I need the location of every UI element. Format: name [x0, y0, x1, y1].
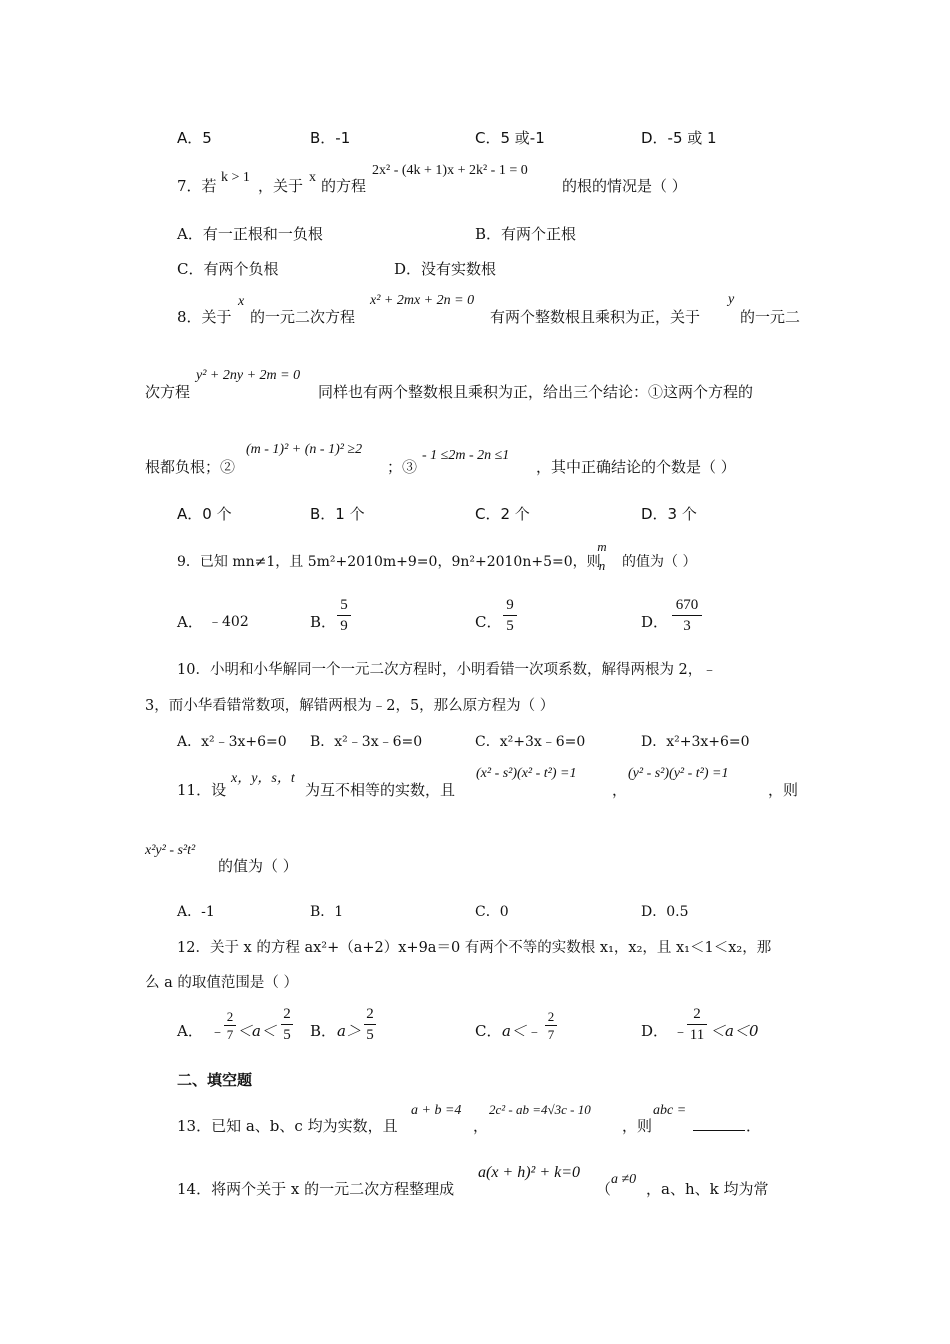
q10-option-a: A．x²﹣3x+6=0 [177, 734, 287, 750]
q7-mid: ，关于 [258, 177, 304, 195]
q8-expression-2: (m - 1)² + (n - 1)² ≥2 [246, 442, 363, 457]
q12-option-a-fraction-2-denominator: 5 [283, 1027, 291, 1043]
q11-text: 为互不相等的实数，且 [305, 781, 456, 799]
q12-option-b-fraction [364, 1005, 376, 1044]
q7-variable: x [309, 170, 316, 185]
q10-option-c: C．x²+3x﹣6=0 [475, 734, 586, 750]
q12-option-b-denominator: 5 [366, 1027, 374, 1043]
q9-suffix: 的值为（ ） [622, 554, 697, 570]
q9-option-b-fraction [337, 596, 351, 635]
q9-option-d-label: D． [641, 613, 669, 631]
q12-option-a-fraction-1-denominator: 7 [226, 1027, 234, 1042]
q8-var-y: y [728, 292, 735, 307]
q11-prefix: 11．设 [177, 781, 227, 799]
q7-suffix: 的根的情况是（ ） [562, 177, 687, 195]
section-fill-in-blank-title: 二、填空题 [177, 1071, 253, 1089]
q7-condition: k > 1 [221, 170, 250, 185]
q7-option-a: A．有一正根和一负根 [177, 225, 323, 243]
q9-option-a: ﹣402 [208, 614, 249, 630]
q12-option-a-fraction-2-numerator: 2 [283, 1006, 291, 1022]
q13-then: ，则 [622, 1117, 653, 1135]
q6-option-b: B．-1 [310, 129, 351, 147]
q8-text-9: ，其中正确结论的个数是（ ） [536, 458, 736, 476]
q12-option-d-fraction [687, 1005, 707, 1044]
q8-equation-2: y² + 2ny + 2m = 0 [196, 368, 301, 383]
q12-option-c-prefix: a＜﹣ [502, 1022, 541, 1040]
q6-option-a: A．5 [177, 129, 212, 147]
q13-equation-3: abc = [653, 1103, 687, 1118]
q14-suffix: ，a、h、k 均为常 [646, 1180, 769, 1198]
q12-option-a-mid: ＜a＜ [237, 1022, 276, 1040]
q9-option-d-numerator: 670 [675, 597, 699, 613]
q11-equation-2: (y² - s²)(y² - t²) =1 [628, 766, 729, 781]
q8-option-d: D．3 个 [641, 505, 697, 523]
q7-option-b: B．有两个正根 [475, 225, 577, 243]
q10-line-1: 10．小明和小华解同一个一元二次方程时，小明看错一次项系数，解得两根为 2，﹣ [177, 662, 717, 678]
q9-option-c-label: C． [475, 613, 502, 631]
q13-prefix: 13．已知 a、b、c 均为实数，且 [177, 1117, 398, 1135]
q8-var-x: x [238, 294, 245, 309]
q12-option-d-suffix: ＜a＜0 [710, 1022, 759, 1040]
q11-expression: x²y² - s²t² [145, 843, 196, 858]
q12-option-c-denominator: 7 [547, 1027, 555, 1042]
q8-option-b: B．1 个 [310, 505, 365, 523]
q12-option-a-fraction-1 [224, 1009, 236, 1042]
q12-line-1: 12．关于 x 的方程 ax²+（a+2）x+9a＝0 有两个不等的实数根 x₁，x₂，且 x₁＜1＜x₂，那 [177, 940, 772, 956]
q6-option-d: D．-5 或 1 [641, 129, 717, 147]
q7-prefix: 7．若 [177, 177, 217, 195]
q12-line-2: 么 a 的取值范围是（ ） [145, 975, 298, 991]
q11-then: ，则 [768, 781, 799, 799]
q8-text-5: 次方程 [145, 383, 191, 401]
q8-text-3: 有两个整数根且乘积为正，关于 [490, 308, 701, 326]
q7-option-d: D．没有实数根 [394, 260, 497, 278]
q8-text-6: 同样也有两个整数根且乘积为正，给出三个结论：①这两个方程的 [318, 383, 754, 401]
q9-option-c-denominator: 5 [506, 618, 514, 634]
q9-option-c-numerator: 9 [506, 597, 514, 613]
q14-prefix: 14．将两个关于 x 的一元二次方程整理成 [177, 1180, 455, 1198]
q12-option-b-numerator: 2 [366, 1006, 374, 1022]
q8-text-1: 8．关于 [177, 308, 232, 326]
q9-fraction [594, 538, 610, 575]
q8-text-8: ；③ [387, 458, 418, 476]
q7-mid2: 的方程 [321, 177, 367, 195]
q13-period: ． [746, 1117, 762, 1135]
q12-option-a-sign: ﹣ [210, 1022, 226, 1040]
q12-option-a-fraction-1-numerator: 2 [226, 1009, 234, 1024]
q8-text-2: 的一元二次方程 [250, 308, 356, 326]
q9-option-b-numerator: 5 [340, 597, 348, 613]
q10-line-2: 3，而小华看错常数项，解错两根为﹣2，5，那么原方程为（ ） [145, 698, 555, 714]
q8-expression-3: - 1 ≤2m - 2n ≤1 [422, 448, 510, 463]
q12-option-b-label: B． [310, 1022, 337, 1040]
q13-comma: ， [473, 1117, 489, 1135]
q11-comma: ， [612, 781, 628, 799]
q12-option-a-label: A． [177, 1022, 203, 1040]
q11-variables: x，y，s，t [231, 771, 295, 786]
q13-equation-1: a + b =4 [411, 1103, 462, 1118]
q12-option-d-sign: ﹣ [673, 1022, 689, 1040]
q11-option-a: A．-1 [177, 904, 215, 920]
q13-answer-blank[interactable] [693, 1130, 745, 1131]
q9-option-c-fraction [503, 596, 517, 635]
q14-paren: （ [596, 1180, 612, 1198]
q12-option-c-label: C． [475, 1022, 502, 1040]
q11-option-d: D．0.5 [641, 904, 689, 920]
q9-option-d-denominator: 3 [683, 618, 691, 634]
q12-option-c-fraction [545, 1009, 557, 1042]
q9-option-d-fraction [672, 596, 702, 635]
q6-option-c: C．5 或-1 [475, 129, 545, 147]
q11-equation-1: (x² - s²)(x² - t²) =1 [476, 766, 577, 781]
q14-equation: a(x + h)² + k=0 [478, 1164, 581, 1181]
q11-option-c: C．0 [475, 904, 509, 920]
q9-fraction-numerator: m [597, 539, 607, 554]
q11-option-b: B．1 [310, 904, 344, 920]
q10-option-b: B．x²﹣3x﹣6=0 [310, 734, 423, 750]
q12-option-c-numerator: 2 [547, 1009, 555, 1024]
q8-text-4: 的一元二 [740, 308, 801, 326]
q7-option-c: C．有两个负根 [177, 260, 279, 278]
q9-fraction-denominator: n [598, 558, 606, 573]
q9-text: 9．已知 mn≠1，且 5m²+2010m+9=0，9n²+2010n+5=0，则 [177, 554, 601, 570]
q8-text-7: 根都负根；② [145, 458, 236, 476]
q8-option-a: A．0 个 [177, 505, 232, 523]
q12-option-b-prefix: a＞ [337, 1022, 361, 1040]
q12-option-a-fraction-2 [281, 1005, 293, 1044]
q8-option-c: C．2 个 [475, 505, 530, 523]
q8-equation-1: x² + 2mx + 2n = 0 [370, 293, 475, 308]
q12-option-d-numerator: 2 [693, 1006, 701, 1022]
q10-option-d: D．x²+3x+6=0 [641, 734, 750, 750]
q12-option-d-denominator: 11 [689, 1027, 705, 1043]
q13-equation-2: 2c² - ab =4√3c - 10 [489, 1102, 591, 1117]
q9-option-a-label: A． [177, 613, 203, 631]
q9-option-b-denominator: 9 [340, 618, 348, 634]
q14-condition: a ≠0 [611, 1172, 637, 1187]
q11-suffix: 的值为（ ） [218, 857, 298, 875]
q7-equation: 2x² - (4k + 1)x + 2k² - 1 = 0 [372, 163, 528, 178]
q12-option-d-label: D． [641, 1022, 669, 1040]
q9-option-b-label: B． [310, 613, 337, 631]
